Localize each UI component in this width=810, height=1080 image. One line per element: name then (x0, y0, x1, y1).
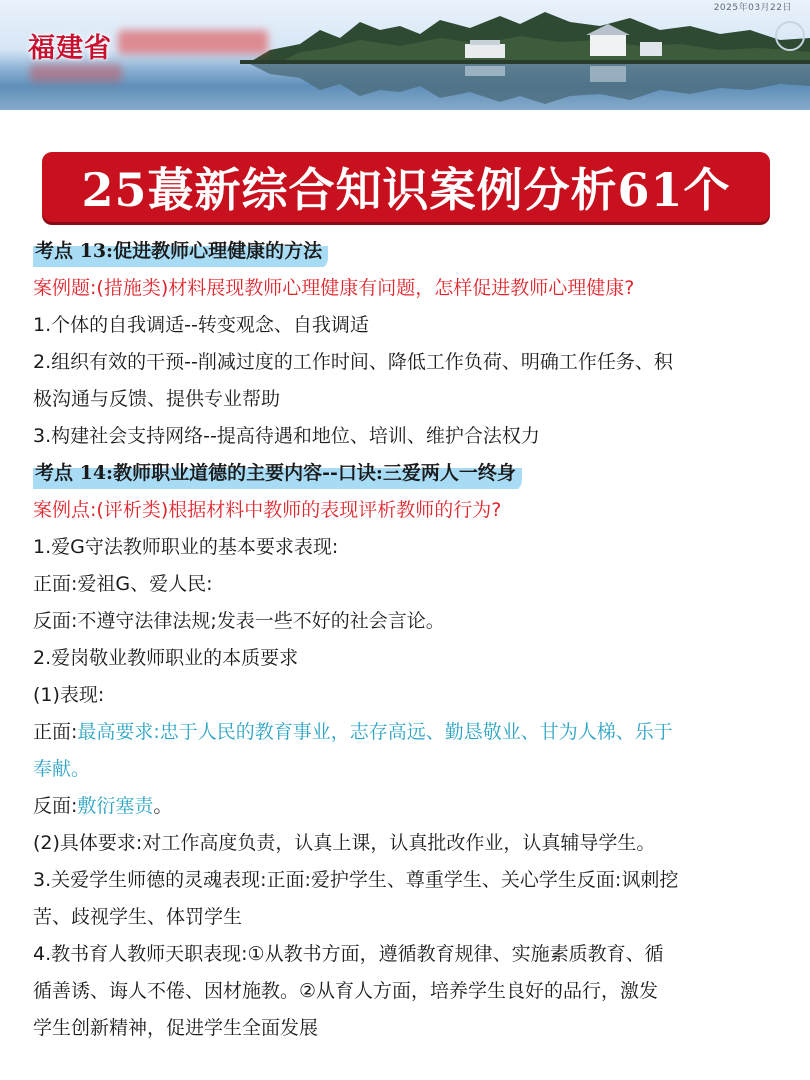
section-13-question: 案例题:(措施类)材料展现教师心理健康有问题，怎样促进教师心理健康? (33, 277, 635, 299)
title-banner (42, 152, 770, 222)
negative-label: 反面: (33, 795, 78, 817)
section-13-item-2: 2.组织有效的干预--削减过度的工作时间、降低工作负荷、明确工作任务、积 (33, 351, 673, 373)
section-14-point-2-sub-2: (2)具体要求:对工作高度负责，认真上课，认真批改作业，认真辅导学生。 (33, 832, 656, 854)
section-14-point-4: 4.教书育人教师天职表现:①从教书方面，遵循教育规律、实施素质教育、循 (33, 943, 664, 965)
banner-date: 2025年03月22日 (713, 3, 792, 13)
section-14-heading: 考点 14:教师职业道德的主要内容--口诀:三爱两人一终身 (33, 455, 522, 492)
section-14-point-4-cont-1: 循善诱、诲人不倦、因材施教。②从育人方面，培养学生良好的品行，激发 (33, 980, 659, 1002)
lake-scenery-image (0, 0, 810, 110)
section-14-point-1-positive: 正面:爱祖G、爱人民: (33, 573, 213, 595)
section-13-item-1: 1.个体的自我调适--转变观念、自我调适 (33, 314, 369, 336)
positive-label: 正面: (33, 721, 78, 743)
negative-end-punct: 。 (153, 795, 173, 817)
section-13-heading: 考点 13:促进教师心理健康的方法 (33, 233, 328, 270)
section-14-point-3: 3.关爱学生师德的灵魂表现:正面:爱护学生、尊重学生、关心学生反面:讽刺挖 (33, 869, 679, 891)
section-13-heading-line (33, 233, 783, 270)
section-14-question: 案例点:(评析类)根据材料中教师的表现评析教师的行为? (33, 499, 502, 521)
section-14-point-1-negative: 反面:不遵守法律法规;发表一些不好的社会言论。 (33, 610, 445, 632)
positive-highlight-text: 最高要求:忠于人民的教育事业，志存高远、勤恳敬业、甘为人梯、乐于 (77, 721, 673, 743)
section-14-point-4-cont-2: 学生创新精神，促进学生全面发展 (33, 1017, 319, 1039)
page-title: 25蕞新综合知识案例分析61个 (81, 163, 731, 217)
negative-highlight-text: 敷衍塞责 (77, 795, 154, 817)
section-14-point-2-positive (33, 714, 783, 751)
section-14-point-1: 1.爱G守法教师职业的基本要求表现: (33, 536, 339, 558)
section-14-point-2-negative (33, 788, 783, 825)
header-banner (0, 0, 810, 110)
banner-province-label: 福建省 (28, 33, 112, 64)
section-13-item-3: 3.构建社会支持网络--提高待遇和地位、培训、维护合法权力 (33, 425, 540, 447)
section-14-point-2-sub-1: (1)表现: (33, 684, 105, 706)
blurred-text-block (30, 64, 122, 82)
section-14-point-2: 2.爱岗敬业教师职业的本质要求 (33, 647, 299, 669)
section-14-heading-line (33, 455, 783, 492)
blurred-text-block (118, 30, 268, 54)
section-13-item-2-cont: 极沟通与反馈、提供专业帮助 (33, 388, 281, 410)
section-14-point-3-cont: 苦、歧视学生、体罚学生 (33, 906, 243, 928)
document-body (33, 233, 783, 1047)
section-14-point-2-positive-cont: 奉献。 (33, 758, 91, 780)
